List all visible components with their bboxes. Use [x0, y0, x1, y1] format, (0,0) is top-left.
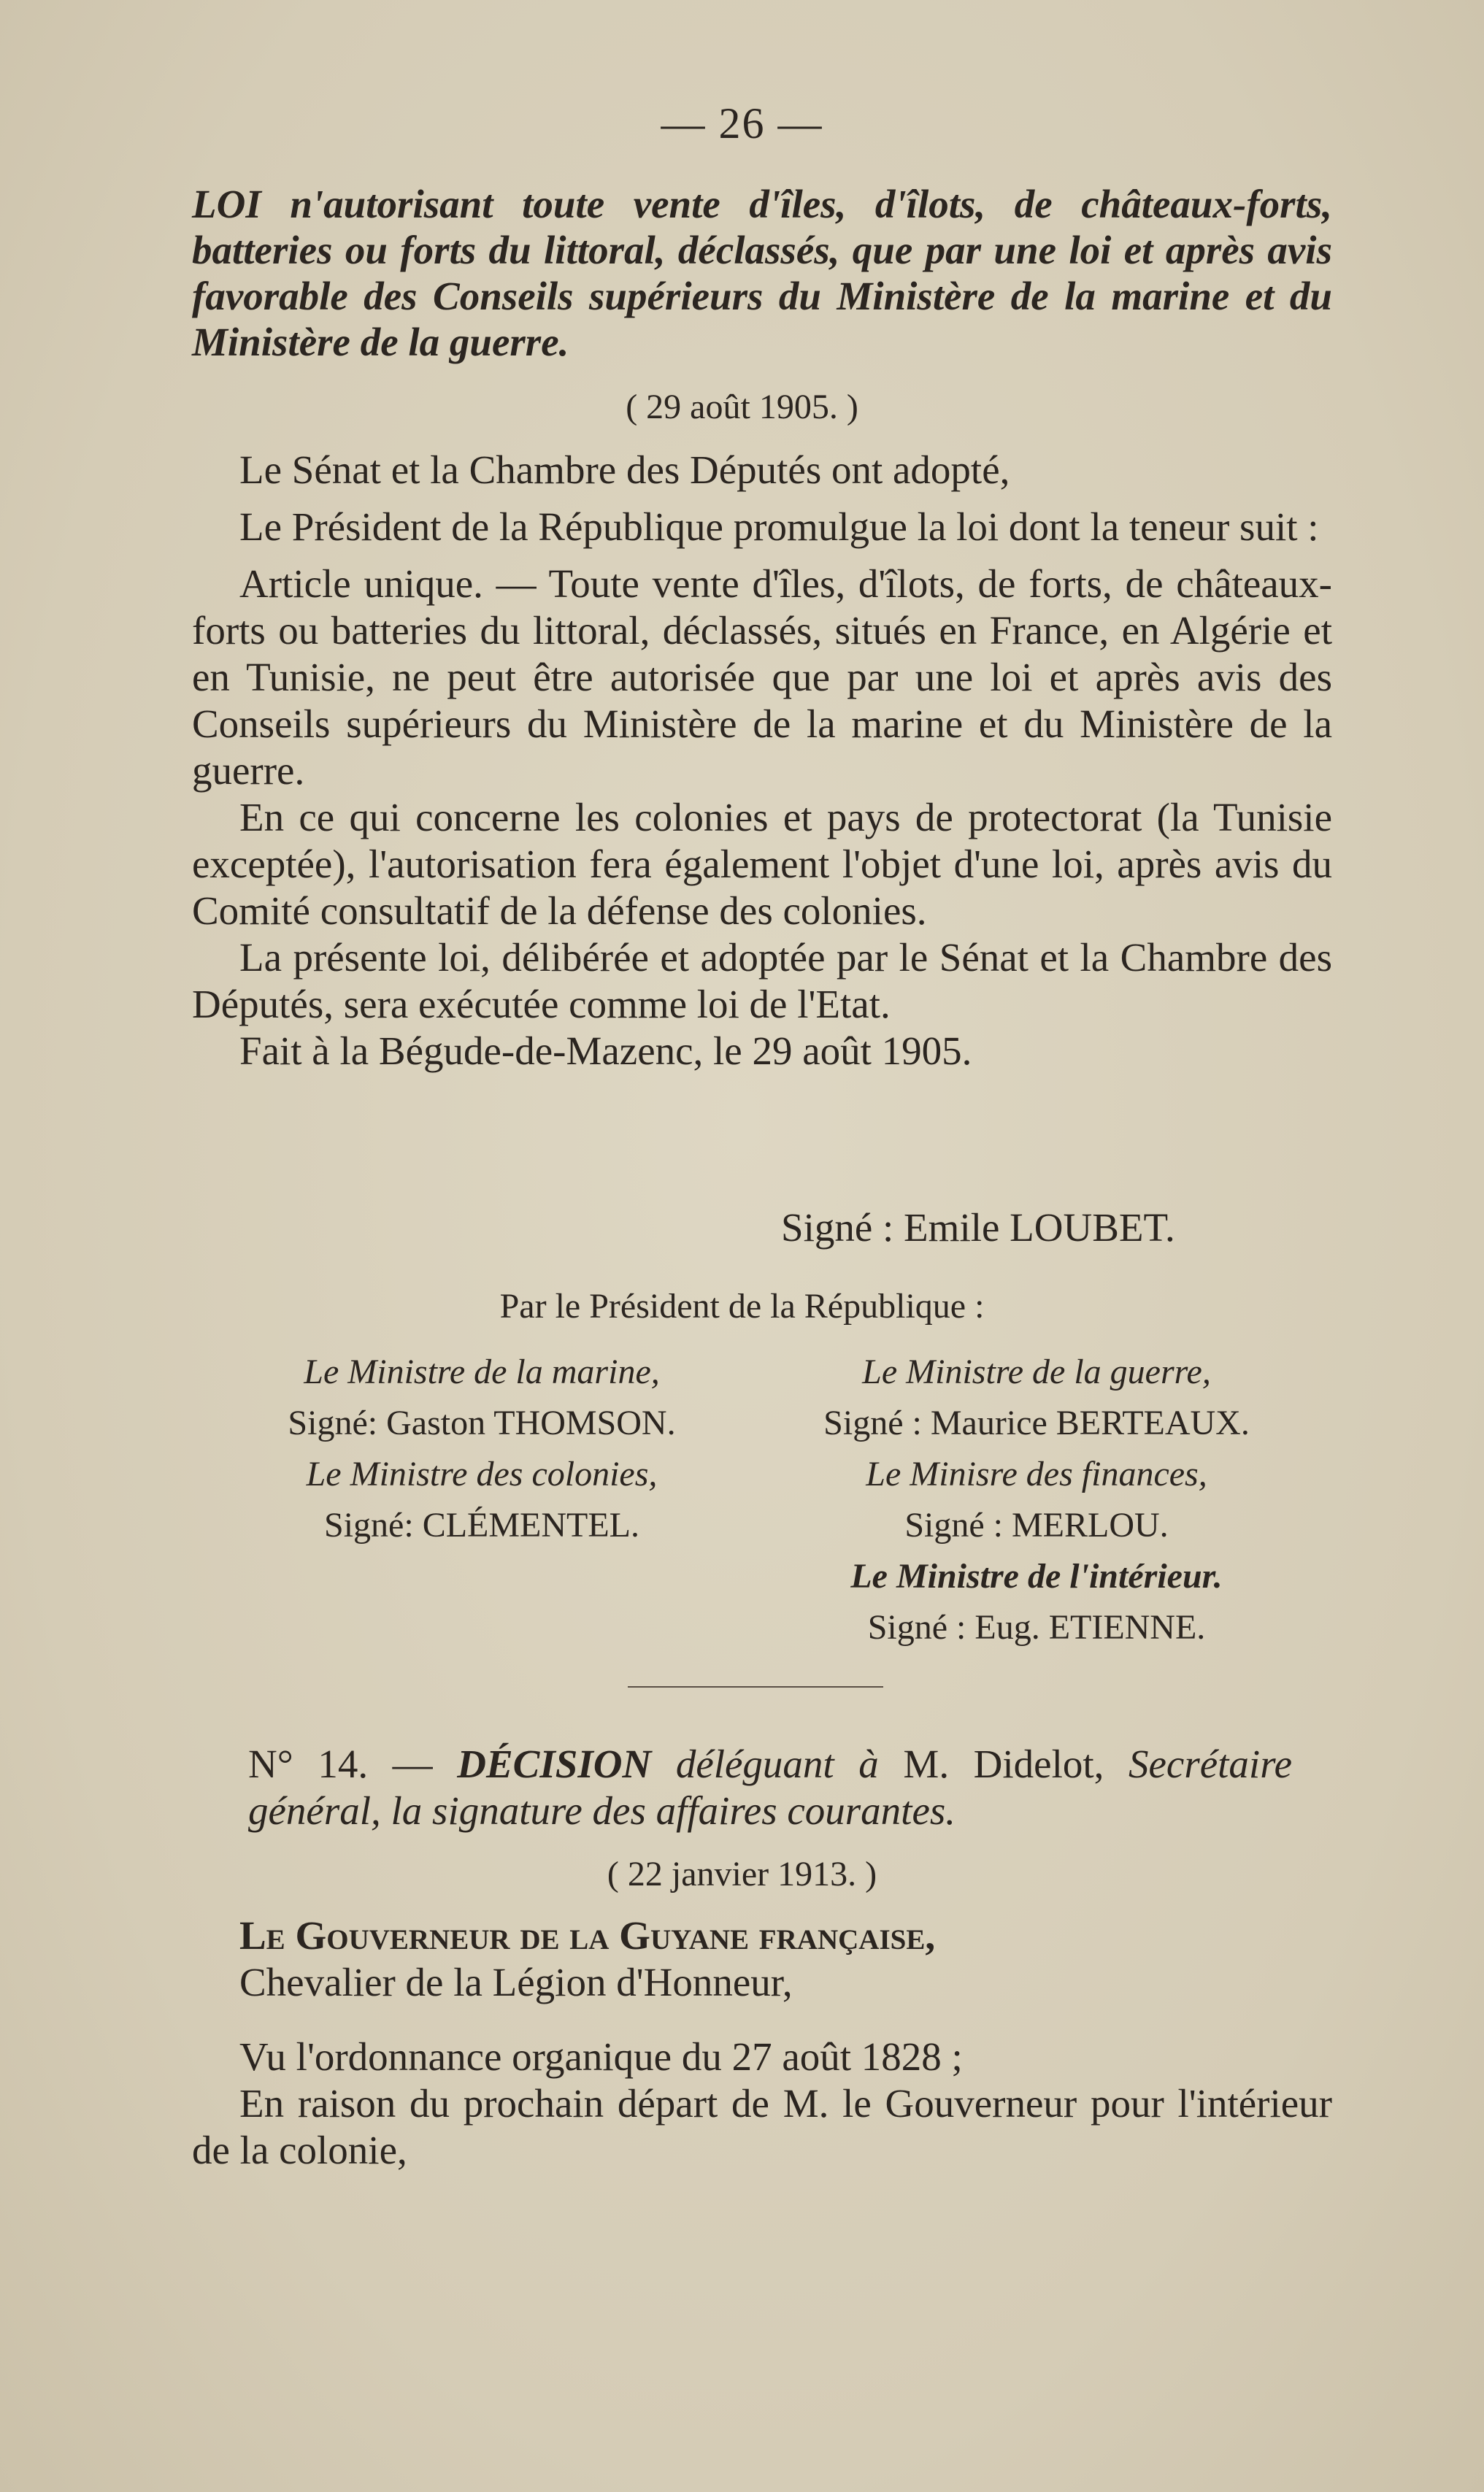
loi-paragraph-colonies: En ce qui concerne les colonies et pays de protectorat (la Tunisie exceptée), l'autorisation fera également l'objet d'une loi, après avis du Comité consultatif de la défense des colonies.	[192, 795, 1332, 933]
par-le-president: Par le Président de la République :	[499, 1287, 985, 1326]
loi-date: ( 29 août 1905. )	[626, 388, 858, 426]
decision-title	[248, 1741, 1292, 1834]
minister-finances-name: Signé : MERLOU.	[904, 1506, 1169, 1545]
loi-title-prefix: LOI	[192, 182, 261, 226]
decision-number: N° 14. —	[248, 1742, 433, 1786]
minister-marine-name: Signé: Gaston THOMSON.	[288, 1404, 676, 1442]
decision-governor: Le Gouverneur de la Guyane française,	[239, 1913, 936, 1958]
decision-paragraph-2: En raison du prochain départ de M. le Gouverneur pour l'intérieur de la colonie,	[192, 2081, 1332, 2172]
loi-article-unique: Article unique. — Toute vente d'îles, d'îlots, de forts, de châteaux-forts ou batteries du littoral, déclassés, situés en France, en Algérie et en Tunisie, ne peut être autorisée que par une loi et après avis des Conseils supérieurs du Ministère de la marine et du Ministère de la guerre.	[192, 561, 1332, 793]
decision-text-b: Secrétaire général, la signature des affaires courantes.	[248, 1742, 1292, 1833]
loi-title	[192, 181, 1332, 365]
minister-guerre-name: Signé : Maurice BERTEAUX.	[823, 1404, 1250, 1442]
decision-body	[192, 1912, 1332, 2174]
loi-paragraph-execution: La présente loi, délibérée et adoptée par le Sénat et la Chambre des Députés, sera exécutée comme loi de l'Etat.	[192, 935, 1332, 1026]
decision-header-1	[192, 1912, 1332, 1959]
section-divider	[628, 1686, 883, 1688]
decision-text-a: déléguant à	[651, 1742, 904, 1786]
loi-paragraph-2: Le Président de la République promulgue la loi dont la teneur suit :	[239, 504, 1319, 549]
decision-keyword: DÉCISION	[457, 1742, 652, 1786]
minister-interieur-title: Le Ministre de l'intérieur.	[850, 1557, 1223, 1596]
minister-marine-title: Le Ministre de la marine,	[304, 1353, 660, 1391]
minister-finances-title: Le Minisre des finances,	[866, 1455, 1207, 1493]
signatures-right-column	[788, 1347, 1285, 1653]
loi-paragraph-1: Le Sénat et la Chambre des Députés ont adopté,	[239, 447, 1010, 492]
signatures-left-column	[248, 1347, 715, 1551]
decision-person: M. Didelot,	[903, 1742, 1129, 1786]
loi-title-text: n'autorisant toute vente d'îles, d'îlots, de châteaux-forts, batteries ou forts du littoral, déclassés, que par une loi et après avis favorable des Conseils supérieurs du Ministère de la marine et du Ministère de la guerre.	[192, 182, 1332, 364]
loi-body	[192, 447, 1332, 1074]
minister-interieur-name: Signé : Eug. ETIENNE.	[867, 1608, 1206, 1647]
minister-colonies-title: Le Ministre des colonies,	[306, 1455, 658, 1493]
decision-header-2: Chevalier de la Légion d'Honneur,	[239, 1960, 793, 2004]
decision-date: ( 22 janvier 1913. )	[607, 1855, 877, 1893]
loi-paragraph-fait: Fait à la Bégude-de-Mazenc, le 29 août 1905.	[239, 1028, 972, 1073]
decision-paragraph-1: Vu l'ordonnance organique du 27 août 1828 ;	[239, 2034, 963, 2079]
minister-guerre-title: Le Ministre de la guerre,	[862, 1353, 1211, 1391]
page-number: — 26 —	[661, 99, 823, 147]
minister-colonies-name: Signé: CLÉMENTEL.	[324, 1506, 639, 1545]
president-signature: Signé : Emile LOUBET.	[781, 1205, 1175, 1250]
